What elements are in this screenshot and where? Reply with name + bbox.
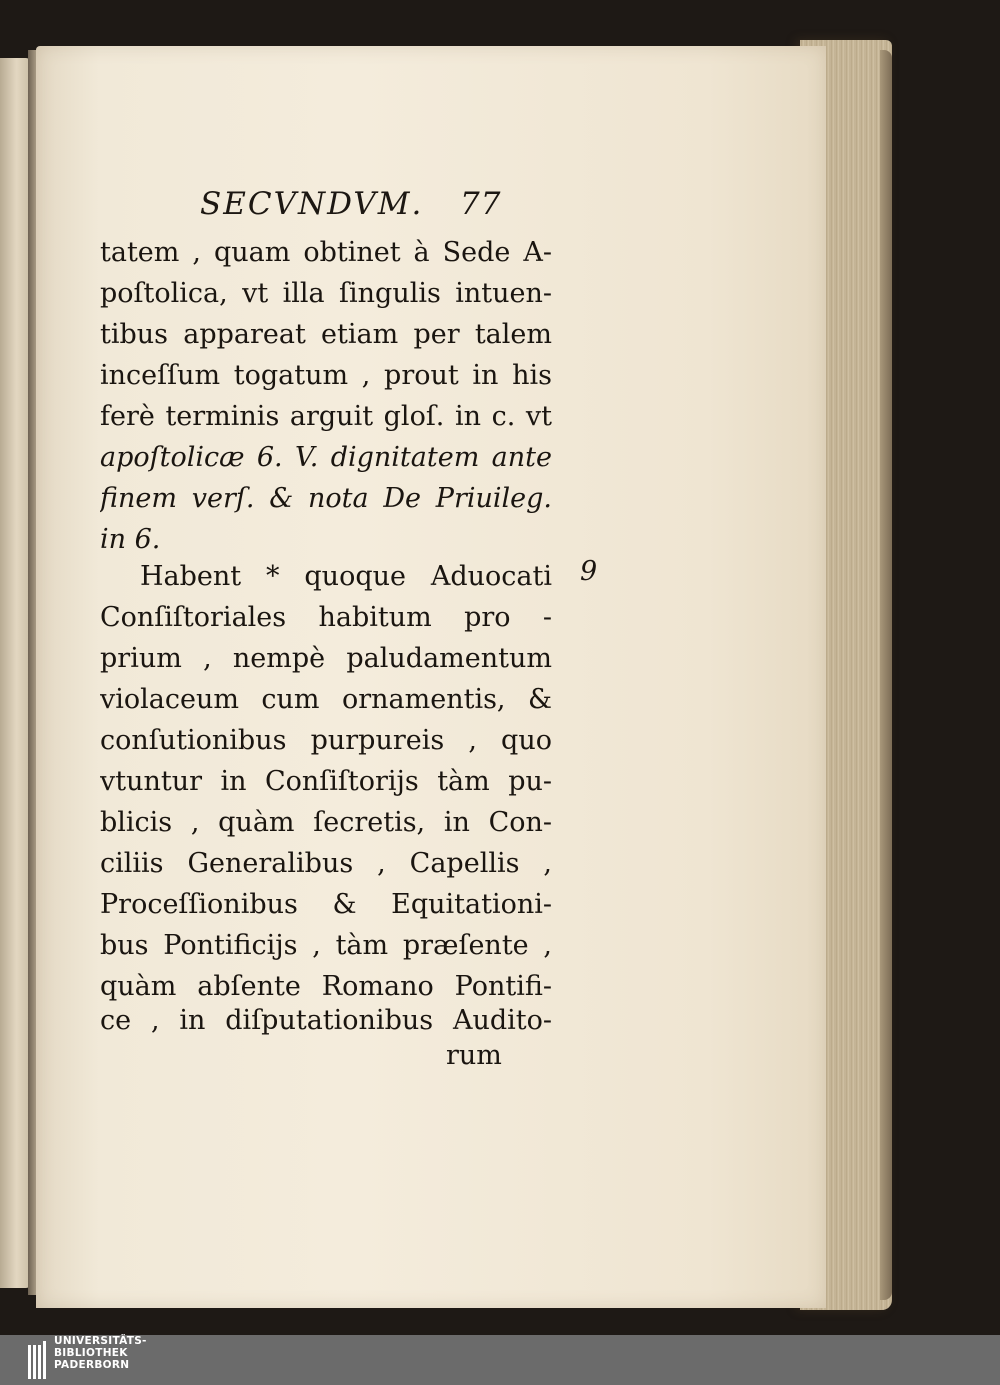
text-line: finem verſ. & nota De Priuileg. — [100, 483, 552, 514]
marginal-number: 9 — [580, 556, 598, 587]
text-line: conſutionibus purpureis , quo — [100, 725, 552, 756]
text-line: poſtolica, vt illa ſingulis intuen- — [100, 278, 552, 309]
text-line: apoſtolicæ 6. V. dignitatem ante — [100, 442, 552, 473]
logo-line-1: UNIVERSITÄTS- — [54, 1335, 147, 1347]
text-line: Habent * quoque Aduocati — [140, 561, 552, 592]
logo-line-2: BIBLIOTHEK — [54, 1347, 128, 1359]
text-line: Proceſſionibus & Equitationi- — [100, 889, 552, 920]
running-header — [200, 186, 520, 236]
text-line: tatem , quam obtinet à Sede A- — [100, 237, 552, 268]
text-line: tibus appareat etiam per talem — [100, 319, 552, 350]
text-line: inceſſum togatum , prout in his — [100, 360, 552, 391]
running-title: SECVNDVM. — [200, 186, 424, 222]
text-line: vtuntur in Conſiſtorijs tàm pu- — [100, 766, 552, 797]
text-line: Conſiſtoriales habitum pro - — [100, 602, 552, 633]
text-line: blicis , quàm ſecretis, in Con- — [100, 807, 552, 838]
library-logo-icon — [28, 1335, 48, 1385]
text-line: prium , nempè paludamentum — [100, 643, 552, 674]
text-line: in 6. — [100, 524, 161, 555]
logo-line-3: PADERBORN — [54, 1359, 130, 1371]
left-page-edge — [0, 58, 30, 1288]
text-line: bus Pontificijs , tàm præſente , — [100, 930, 552, 961]
text-line: quàm abſente Romano Pontifi- — [100, 971, 552, 1002]
text-line: violaceum cum ornamentis, & — [100, 684, 552, 715]
library-footer-bar — [0, 1335, 1000, 1385]
catchword: rum — [446, 1040, 502, 1071]
page-number: 77 — [460, 186, 502, 222]
text-line: ferè terminis arguit gloſ. in c. vt — [100, 401, 552, 432]
book-cover-edge — [880, 50, 892, 1300]
text-line: ciliis Generalibus , Capellis , — [100, 848, 552, 879]
library-logo-text — [54, 1335, 147, 1371]
text-line: ce , in diſputationibus Audito- — [100, 1005, 552, 1036]
